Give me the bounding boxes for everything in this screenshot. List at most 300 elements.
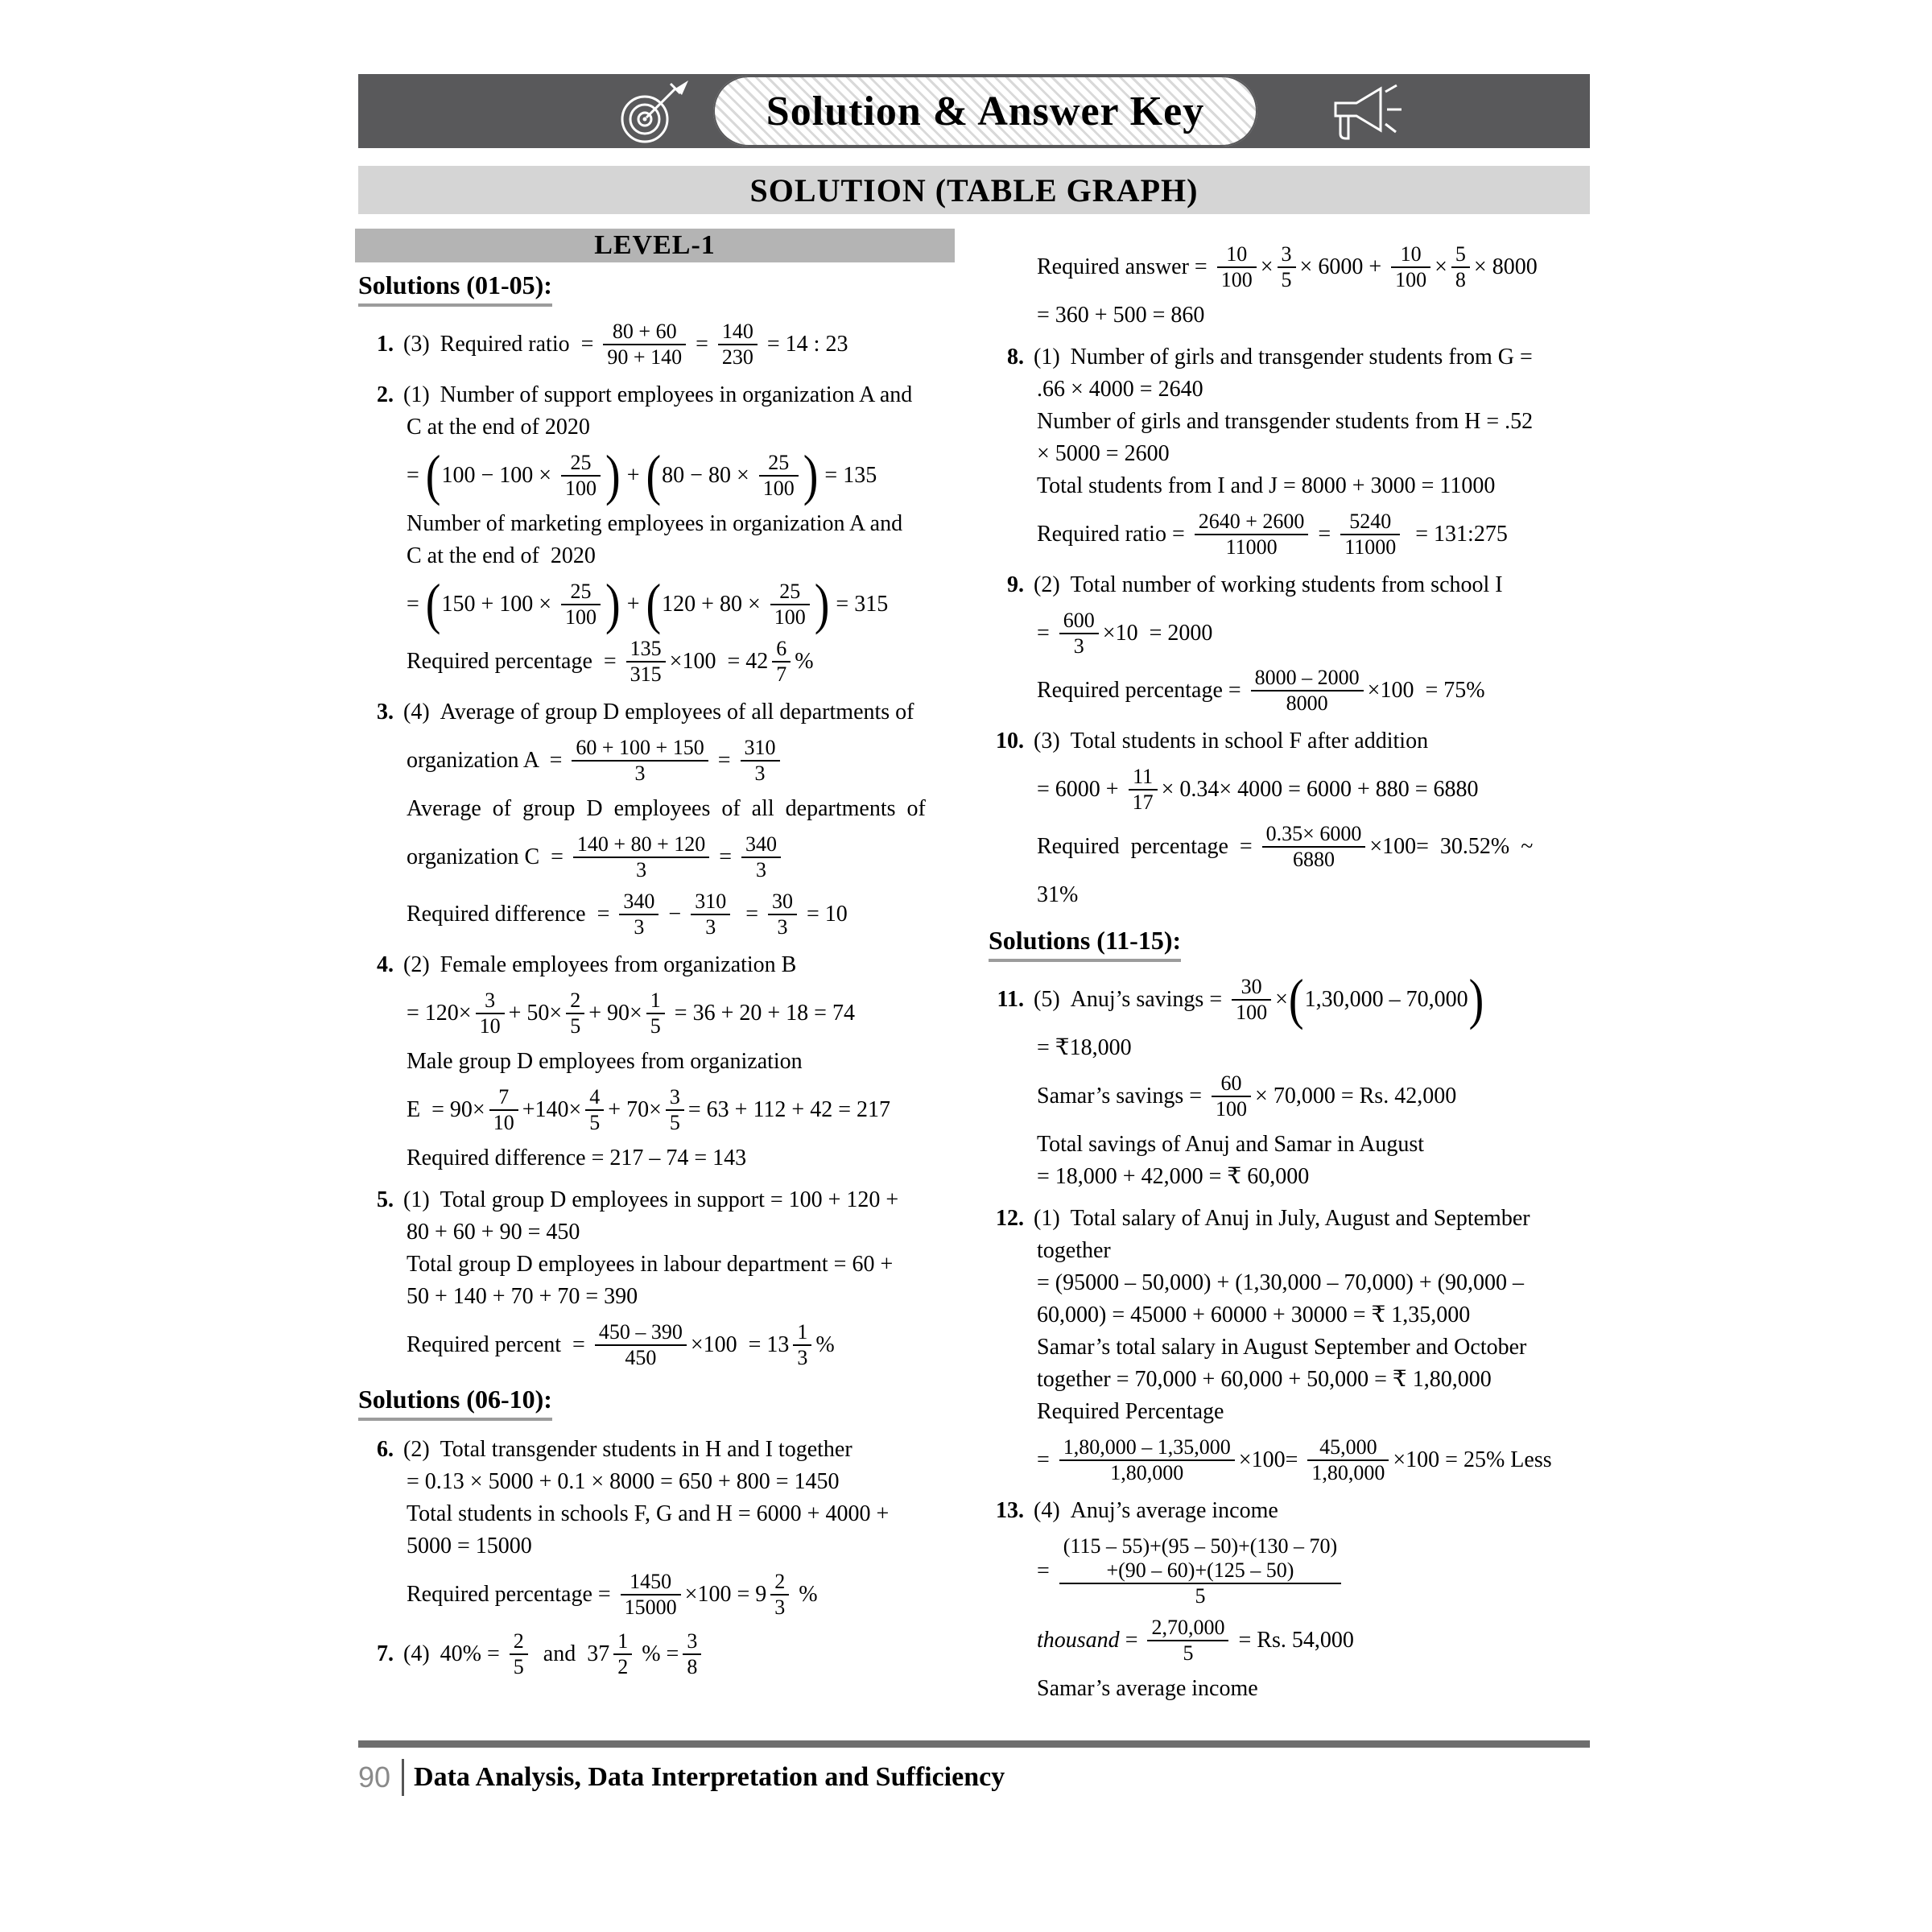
text-line [358,379,972,411]
math-line [407,637,972,687]
math-line: 11. (5) Anuj’s savings = $\frac{30}{100}$ × ( 1,30,000 – 70,000 ) [989,975,1610,1025]
fraction-numerator: 11 [1133,765,1154,788]
text-line [407,1466,972,1498]
fraction-denominator: 15000 [624,1596,677,1619]
math-line [1037,1435,1610,1485]
text-line [407,508,972,540]
math-text: Anuj’s savings = [1070,987,1228,1012]
math-text: = 131:275 [1404,522,1508,547]
fraction [573,832,709,882]
math-text: Number of marketing employees in organization A and [407,511,903,536]
fraction-numerator: 135 [630,637,662,660]
text-line [407,1216,972,1249]
math-text: organization C = [407,844,569,869]
math-text: Required difference = 217 – 74 = 143 [407,1146,747,1170]
fraction-denominator: 3 [756,858,767,881]
math-text: Required Percentage [1037,1399,1224,1424]
fraction [1232,975,1271,1025]
level-title: LEVEL-1 [594,230,716,260]
math-text: Male group D employees from organization [407,1049,803,1074]
fraction [718,320,758,369]
answer-option: (3) [1034,729,1060,753]
math-line [1037,1534,1610,1608]
math-text: Total students in school F after addition [1070,729,1429,753]
math-text: ×100 = 25% Less [1393,1447,1552,1472]
answer-option: (1) [403,382,430,407]
fraction-numerator: 60 [1220,1071,1242,1095]
fraction-numerator: 10 [1226,242,1248,266]
fraction-denominator: 100 [565,477,597,500]
math-text: × 5000 = 2600 [1037,441,1170,466]
fraction-numerator: 25 [570,580,592,603]
math-text: + 70× [608,1097,662,1122]
fraction-numerator: (115 – 55)+(95 – 50)+(130 – 70) [1063,1534,1338,1558]
text-line [1037,1331,1610,1364]
answer-option: (1) [1034,345,1060,369]
fraction [1129,765,1158,815]
fraction-numerator: 10 [1400,242,1422,266]
item-number: 9. [1007,572,1024,597]
math-text: = 63 + 112 + 42 = 217 [687,1097,890,1122]
math-text: = [1037,1447,1055,1472]
text-line [407,1142,972,1174]
level-band [355,229,955,262]
fraction-denominator: 11000 [1344,535,1397,559]
fraction [1059,609,1099,658]
fraction-numerator: 2 [513,1629,524,1653]
fraction-numerator: 140 [721,320,753,343]
fraction-denominator: 3 [777,915,788,939]
math-line [1037,242,1610,292]
fraction-denominator: 3 [754,762,766,785]
math-line [358,1629,972,1679]
fraction-numerator: 80 + 60 [612,320,677,343]
target-icon [614,79,695,149]
fraction-denominator: 3 [1073,634,1084,658]
fraction-numerator: 25 [779,580,801,603]
solution-item [989,968,1610,1193]
solution-item [358,696,972,939]
fraction-denominator: 5 [1195,1584,1206,1608]
math-text: 31% [1037,882,1079,907]
fraction [772,637,791,687]
fraction-numerator: 8000 – 2000 [1254,666,1360,689]
fraction-denominator: 3 [797,1346,808,1369]
math-text: = (95000 – 50,000) + (1,30,000 – 70,000) + (90,000 – [1037,1270,1524,1295]
fraction [572,736,708,786]
fraction [741,832,781,882]
math-text: 150 + 100 × [441,592,558,617]
fraction [759,451,799,501]
fraction [561,451,601,501]
math-text: = 18,000 + 42,000 = ₹ 60,000 [1037,1164,1310,1189]
math-line [1037,1071,1610,1121]
header-bar [358,74,1590,148]
math-text: Samar’s total salary in August September and October [1037,1335,1527,1360]
fraction-numerator: 60 + 100 + 150 [576,736,704,759]
fraction [666,1085,684,1135]
math-text: +140× [522,1097,582,1122]
answer-option: (4) [1034,1498,1060,1523]
section-title: SOLUTION (TABLE GRAPH) [749,171,1199,208]
math-text: 1,30,000 – 70,000 [1304,987,1468,1012]
solution-item [358,1434,972,1620]
footer-separator [402,1759,404,1796]
math-text: % [815,1332,835,1357]
fraction-denominator: 100 [1220,268,1253,291]
math-text: ×10 = 2000 [1102,621,1213,646]
solutions-group-heading: Solutions (01-05): [358,270,552,307]
fraction-denominator: 8 [687,1655,698,1678]
math-text: C at the end of 2020 [407,543,596,568]
math-line [358,320,972,369]
math-text: = 120× [407,1001,472,1026]
math-text: % [795,649,814,674]
fraction [1217,242,1257,292]
text-line [989,1495,1610,1527]
math-text: − [663,902,687,927]
text-line [1037,879,1610,911]
fraction-numerator: 7 [498,1085,510,1108]
answer-option: (1) [1034,1206,1060,1231]
fraction-denominator: 5 [669,1111,680,1134]
text-line [1037,470,1610,502]
text-line [1037,438,1610,470]
text-line [358,1184,972,1216]
math-text: Total savings of Anuj and Samar in August [1037,1132,1425,1157]
fraction [1307,1435,1389,1485]
fraction-denominator: 1,80,000 [1311,1461,1385,1484]
answer-option: (4) [403,700,430,724]
solution-item [358,1184,972,1370]
math-text: = 360 + 500 = 860 [1037,303,1205,328]
text-line [1037,1364,1610,1396]
right-column [989,235,1610,1715]
math-text: Anuj’s average income [1070,1498,1278,1523]
math-text: + 50× [508,1001,563,1026]
fraction-numerator: 0.35× 6000 [1265,822,1362,845]
left-column [358,270,972,1689]
fraction [603,320,686,369]
text-line [1037,1161,1610,1193]
fraction-numerator: 25 [570,451,592,474]
math-text: + 90× [588,1001,642,1026]
math-text: Total students in schools F, G and H = 6000 + 4000 + [407,1501,890,1526]
text-line [358,949,972,981]
math-text: = 10 [800,902,848,927]
page-title: Solution & Answer Key [766,88,1205,134]
fraction-denominator: 1,80,000 [1110,1461,1184,1484]
fraction-numerator: 5240 [1349,510,1392,533]
math-text: 80 − 80 × [662,463,755,488]
fraction-numerator: 600 [1063,609,1095,632]
fraction [1147,1616,1228,1666]
math-text: and 37 [531,1641,610,1666]
fraction-numerator: 3 [669,1085,680,1108]
fraction-numerator: 2 [570,989,581,1012]
text-line [1037,1129,1610,1161]
fraction-numerator: 3 [485,989,496,1012]
math-line [407,1085,972,1135]
text-line [407,1530,972,1563]
math-text: together [1037,1238,1111,1263]
math-line [407,832,972,882]
solution-item [358,1629,972,1679]
fraction [621,1570,681,1620]
math-text: = [713,844,738,869]
item-number: 5. [377,1187,394,1212]
math-text: = 14 : 23 [761,332,848,357]
item-number: 8. [1007,345,1024,369]
fraction-numerator: 30 [771,890,793,913]
text-line [407,1249,972,1281]
math-line [1037,765,1610,815]
fraction-numerator: 2 [774,1570,786,1593]
fraction [770,580,810,630]
fraction [1059,1534,1341,1608]
math-line [1037,666,1610,716]
fraction-numerator: 5 [1455,242,1466,266]
fraction-numerator: 30 [1241,975,1262,998]
fraction [646,989,665,1038]
fraction [1451,242,1470,292]
math-text: = 135 [819,463,877,488]
fraction [768,890,797,939]
math-text: 40% = [440,1641,506,1666]
fraction-denominator: 5 [570,1014,581,1038]
text-line [1037,1396,1610,1428]
solution-item [358,320,972,369]
answer-option: (2) [403,1437,430,1462]
math-text: × 70,000 = Rs. 42,000 [1255,1084,1457,1108]
solution-item [989,242,1610,332]
fraction-numerator: 2640 + 2600 [1198,510,1305,533]
title-pill [713,76,1257,147]
fraction [595,1320,687,1370]
text-line [1037,374,1610,406]
math-text: = [1037,1558,1055,1583]
fraction-denominator: 3 [634,762,646,785]
fraction-numerator: 3 [687,1629,698,1653]
math-text: = [407,463,425,488]
text-line [407,411,972,444]
math-text: .66 × 4000 = 2640 [1037,377,1203,402]
fraction [1391,242,1430,292]
fraction-denominator: 100 [1395,268,1427,291]
text-line [1037,1235,1610,1267]
math-text: Number of girls and transgender students from G = [1070,345,1533,369]
fraction [1262,822,1366,872]
fraction [510,1629,528,1679]
math-text: × [1275,987,1288,1012]
math-text: ×100= [1238,1447,1304,1472]
fraction [770,1570,789,1620]
text-line [989,569,1610,601]
fraction-numerator: 310 [695,890,727,913]
fraction-denominator: 10 [479,1014,501,1038]
fraction [566,989,584,1038]
math-text: × 0.34× 4000 = 6000 + 880 = 6880 [1161,777,1479,802]
solution-item [989,1495,1610,1705]
math-line [407,736,972,786]
fraction [585,1085,604,1135]
item-number: 12. [996,1206,1024,1231]
math-text: Samar’s savings = [1037,1084,1208,1108]
math-text: ×100 = 75% [1367,678,1485,703]
math-line [1037,822,1610,872]
fraction [1059,1435,1235,1485]
math-text: × 8000 [1473,254,1538,279]
math-text: Required ratio = [440,332,600,357]
math-text: 80 + 60 + 90 = 450 [407,1220,580,1245]
fraction-denominator: 7 [776,663,787,686]
math-line: = ( 100 − 100 × $\frac{25}{100}$ ) + ( 80 − 80 × $\frac{25}{100}$ ) = 135 [407,444,877,507]
fraction [1195,510,1309,559]
answer-option: (4) [403,1641,430,1666]
item-number: 1. [377,332,394,357]
fraction-denominator: 450 [625,1346,657,1369]
fraction-denominator: 8000 [1286,691,1328,715]
math-text: together = 70,000 + 60,000 + 50,000 = ₹ 1,80,000 [1037,1367,1492,1392]
math-text: 120 + 80 × [662,592,766,617]
answer-option: (2) [403,952,430,977]
math-line [407,1570,972,1620]
fraction-denominator: 6880 [1293,848,1335,871]
math-text: = 6000 + [1037,777,1125,802]
fraction-denominator: 100 [762,477,795,500]
fraction-numerator: 1 [617,1629,629,1653]
answer-option: (3) [403,332,430,357]
answer-option: (2) [1034,572,1060,597]
math-text: = [734,902,764,927]
item-number: 4. [377,952,394,977]
answer-option: (1) [403,1187,430,1212]
math-text: = [690,332,714,357]
math-text: ×100= 30.52% ~ [1369,834,1534,859]
math-text: = 36 + 20 + 18 = 74 [668,1001,855,1026]
math-line [1037,609,1610,658]
fraction-denominator: 100 [1236,1001,1268,1024]
fraction-denominator: 5 [589,1111,601,1134]
math-text: Total group D employees in support = 100 + 120 + [440,1187,899,1212]
fraction-denominator: 5 [1183,1641,1194,1665]
solution-item [989,569,1610,716]
fraction [1278,242,1296,292]
math-text: = [407,592,425,617]
text-line [407,1046,972,1078]
item-number: 2. [377,382,394,407]
math-text: = Rs. 54,000 [1232,1628,1354,1653]
fraction-numerator: 4 [589,1085,601,1108]
fraction-denominator: 100 [565,605,597,629]
fraction-numerator: 310 [744,736,776,759]
math-text: = [712,748,737,773]
math-text: Samar’s average income [1037,1676,1258,1701]
math-line [1037,1616,1610,1666]
text-line [358,696,972,729]
fraction-numerator: 3 [1281,242,1292,266]
math-text: Total students from I and J = 8000 + 3000 = 11000 [1037,473,1496,498]
math-line [1037,510,1610,559]
text-line [1037,299,1610,332]
fraction-denominator: 100 [1216,1097,1248,1121]
fraction-numerator: 450 – 390 [598,1320,683,1344]
math-text: Total number of working students from school I [1070,572,1503,597]
fraction-denominator: 10 [493,1111,514,1134]
math-text: 50 + 140 + 70 + 70 = 390 [407,1284,638,1309]
fraction-denominator: 230 [721,345,753,369]
fraction-numerator: 1450 [630,1570,672,1593]
math-text: × 6000 + [1299,254,1388,279]
item-number: 7. [377,1641,394,1666]
text-line [1037,1267,1610,1299]
math-text: + [621,592,646,617]
math-text: × [1260,254,1274,279]
fraction [741,736,780,786]
math-text: ×100 = 42 [669,649,769,674]
math-text: = [1125,1628,1144,1653]
fraction-denominator: 90 + 140 [607,345,683,369]
math-text: = 315 [830,592,889,617]
math-text: 5000 = 15000 [407,1534,532,1558]
math-text: Total group D employees in labour department = 60 + [407,1252,894,1277]
fraction [613,1629,632,1679]
math-text: Total salary of Anuj in July, August and September [1070,1206,1530,1231]
fraction [691,890,730,939]
math-text: 100 − 100 × [441,463,558,488]
text-line [407,1498,972,1530]
math-text: Required percentage = [407,1582,617,1607]
fraction-numerator: 25 [768,451,790,474]
math-text: % [793,1582,818,1607]
text-line [1037,406,1610,438]
math-text: Number of support employees in organization A and [440,382,913,407]
fraction-numerator: 1 [650,989,661,1012]
footer [358,1757,1005,1798]
solutions-group-heading: Solutions (11-15): [989,926,1181,962]
math-text: Required percentage = [407,649,622,674]
fraction [489,1085,518,1135]
fraction-numerator: 340 [745,832,778,856]
fraction-denominator: 5 [513,1655,524,1678]
fraction-denominator: 17 [1132,791,1154,814]
fraction [1251,666,1364,716]
section-band [358,166,1590,214]
math-line: = ( 150 + 100 × $\frac{25}{100}$ ) + ( 120 + 80 × $\frac{25}{100}$ ) = 315 [407,573,889,636]
text-line [989,1203,1610,1235]
fraction-denominator: 5 [650,1014,661,1038]
fraction-numerator: 45,000 [1319,1435,1377,1459]
fraction-denominator: 5 [1281,268,1292,291]
math-text: Required ratio = [1037,522,1191,547]
fraction [626,637,666,687]
math-text: Required percentage = [1037,678,1247,703]
fraction [1212,1071,1251,1121]
fraction [561,580,601,630]
math-text: Average of group D employees of all departments of [407,796,926,821]
math-text: C at the end of 2020 [407,415,590,440]
fraction-numerator: 140 + 80 + 120 [576,832,706,856]
fraction-denominator: 8 [1455,268,1466,291]
math-text: = ₹18,000 [1037,1035,1132,1060]
fraction-denominator: 2 [617,1655,629,1678]
fraction-denominator: 11000 [1225,535,1278,559]
fraction-numerator: +(90 – 60)+(125 – 50) [1106,1558,1294,1582]
fraction [619,890,658,939]
math-text: Required difference = [407,902,616,927]
fraction [683,1629,701,1679]
math-text: Female employees from organization B [440,952,797,977]
